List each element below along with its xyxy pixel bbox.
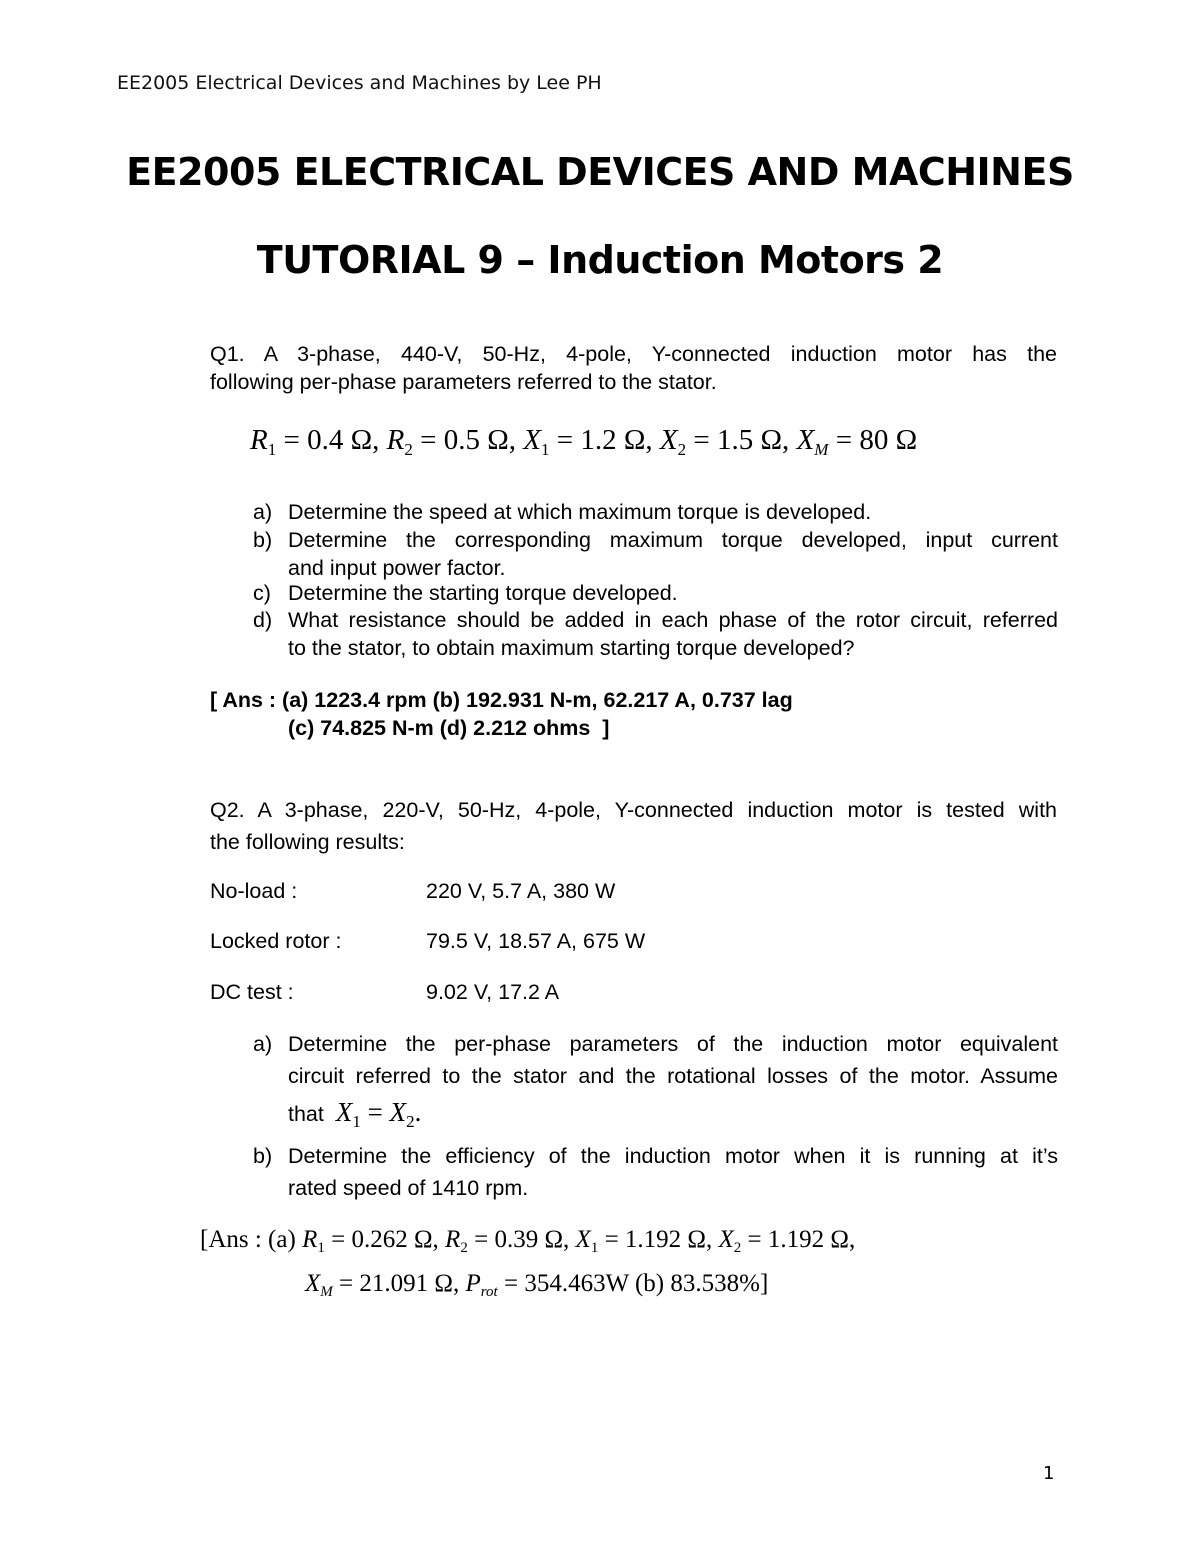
q1-answer-line2: (c) 74.825 N-m (d) 2.212 ohms ] [288,716,610,740]
course-title: EE2005 ELECTRICAL DEVICES AND MACHINES [126,150,1074,194]
q1-line1: Q1. A 3-phase, 440-V, 50-Hz, 4-pole, Y-connected induction motor has the [210,342,1057,366]
q2-line2: the following results: [210,830,405,854]
ans-x1: 1.192 Ω, [624,1226,713,1253]
test-value-no-load: 220 V, 5.7 A, 380 W [426,879,616,903]
test-label-locked-rotor: Locked rotor : [210,929,342,953]
param-x1: 1.2 Ω, [580,424,653,456]
test-label-dc: DC test : [210,980,294,1004]
param-xm: 80 Ω [859,424,918,456]
param-r2: 0.5 Ω, [443,424,517,456]
param-r1: 0.4 Ω, [307,424,380,456]
item-text-assume [288,1098,1058,1136]
ans-x2: 1.192 Ω, [767,1226,856,1253]
item-text: rated speed of 1410 rpm. [288,1176,529,1200]
ans-prot: 354.463W [524,1270,629,1297]
test-label-no-load: No-load : [210,879,298,903]
item-label: c) [253,581,271,605]
tutorial-title: TUTORIAL 9 – Induction Motors 2 [256,238,944,282]
item-text: Determine the corresponding maximum torque developed, input current [288,528,1058,552]
q1-item-d [253,606,1058,662]
item-label: a) [253,500,273,524]
q2-answer-line2: $X_M = 21.091$ Ω, $P_{rot} = 354.463W$ (b) 83.538%] [305,1270,769,1300]
q1-line2: following per-phase parameters referred to the stator. [210,370,717,394]
item-label: a) [253,1032,273,1056]
ans-xm: 21.091 Ω, [359,1270,460,1297]
item-label: d) [253,608,273,632]
page-number: 1 [1043,1463,1055,1484]
q1-parameters-equation: $R_1 = 0.4$ Ω, $R_2 = 0.5$ Ω, $X_1 = 1.2$ Ω, $X_2 = 1.5$ Ω, $X_M = 80$ Ω [250,424,918,459]
item-label: b) [253,528,273,552]
item-text: Determine the speed at which maximum torque is developed. [288,500,872,524]
q1-item-b [253,526,1058,582]
item-text: circuit referred to the stator and the rotational losses of the motor. Assume [288,1064,1058,1088]
item-text: and input power factor. [288,556,506,580]
ans-r2: 0.39 Ω, [494,1226,570,1253]
answer-prefix: [Ans : (a) [200,1226,296,1253]
equal-reactance-equation: $X_1 = X_2$. [335,1097,422,1131]
item-text: Determine the per-phase parameters of the induction motor equivalent [288,1032,1058,1056]
item-label: b) [253,1144,273,1168]
test-value-locked-rotor: 79.5 V, 18.57 A, 675 W [426,929,646,953]
param-x2: 1.5 Ω, [717,424,790,456]
q2-answer-line1: [Ans : (a) $R_1 = 0.262$ Ω, $R_2 = 0.39$ Ω, $X_1 = 1.192$ Ω, $X_2 = 1.192$ Ω, [200,1226,856,1256]
ans-r1: 0.262 Ω, [351,1226,439,1253]
ans-efficiency: (b) 83.538%] [634,1270,769,1297]
test-value-dc: 9.02 V, 17.2 A [426,980,560,1004]
q2-item-a [253,1030,1058,1130]
assume-prefix: that [288,1102,324,1126]
item-text: Determine the efficiency of the induction motor when it is running at it’s [288,1144,1058,1168]
item-text: to the stator, to obtain maximum starting torque developed? [288,636,855,660]
q2-line1: Q2. A 3-phase, 220-V, 50-Hz, 4-pole, Y-connected induction motor is tested with [210,798,1057,822]
q1-item-a [253,498,1058,526]
running-header: EE2005 Electrical Devices and Machines by Lee PH [117,72,602,94]
q2-item-b [253,1142,1058,1202]
item-text: What resistance should be added in each phase of the rotor circuit, referred [288,608,1058,632]
item-text: Determine the starting torque developed. [288,581,678,605]
q1-answer-line1: [ Ans : (a) 1223.4 rpm (b) 192.931 N-m, 62.217 A, 0.737 lag [210,688,793,712]
q1-item-c [253,579,1058,607]
